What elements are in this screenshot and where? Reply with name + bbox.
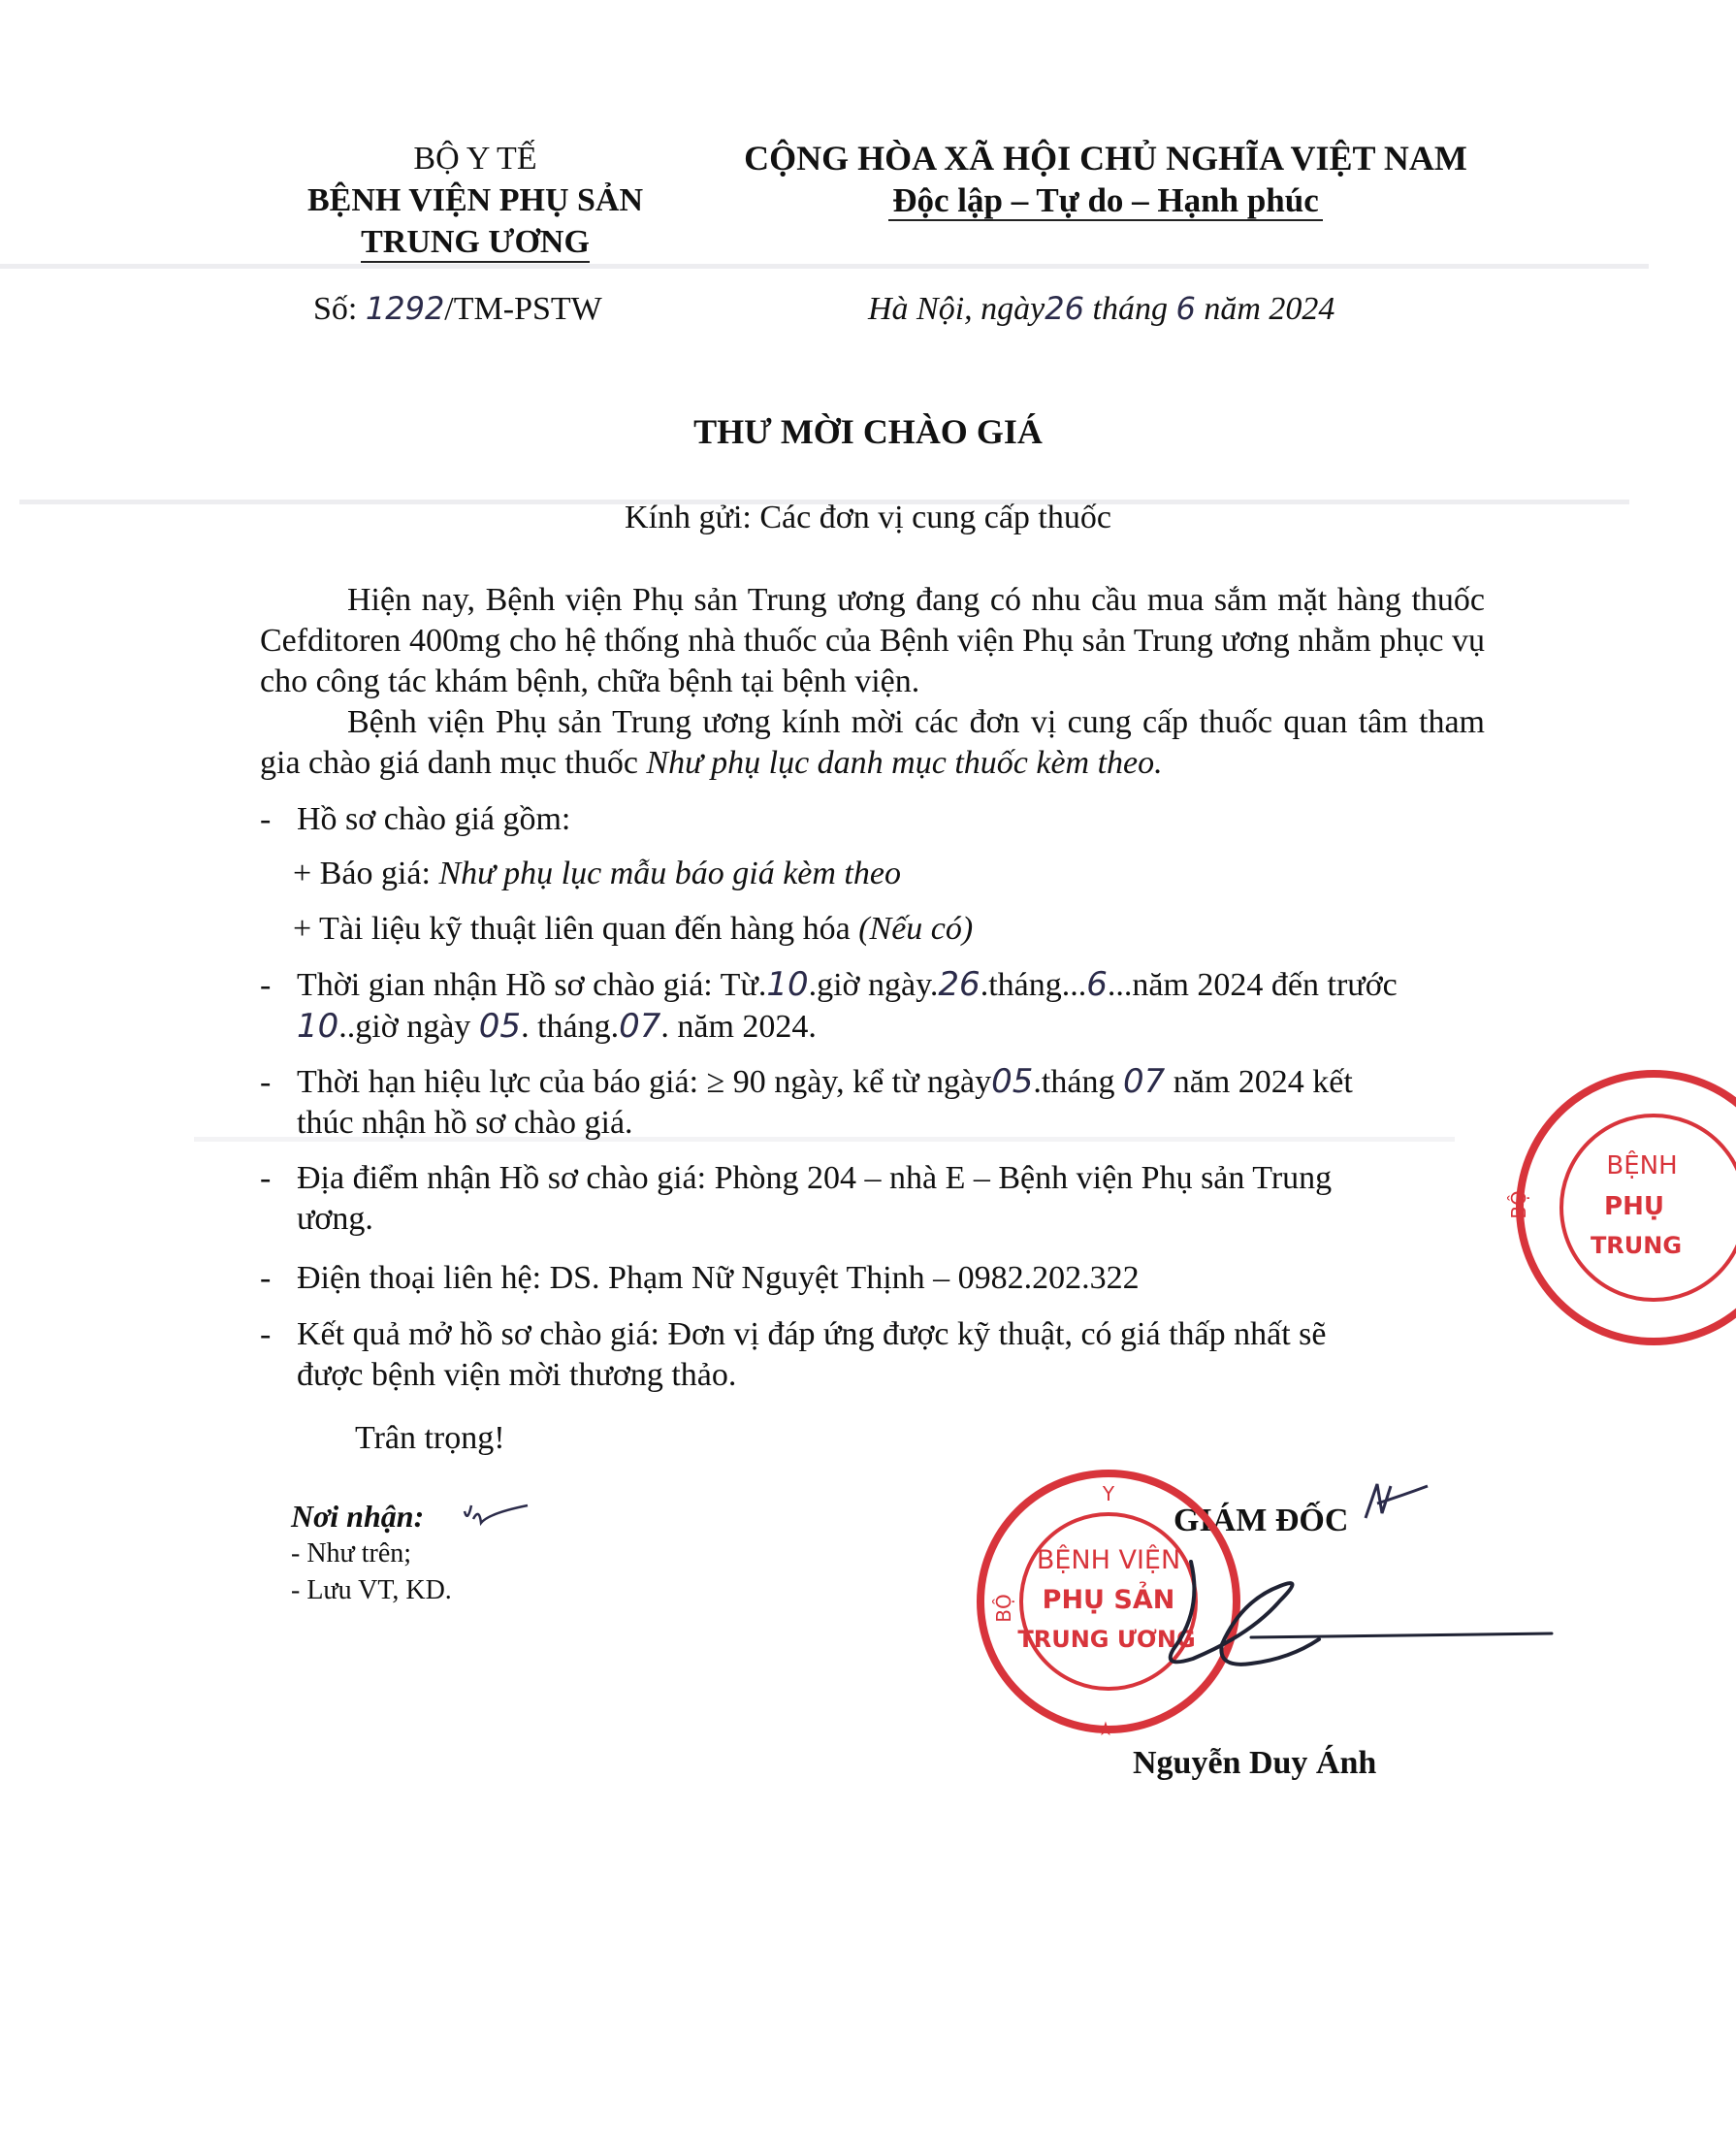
bullet-dossier: - Hồ sơ chào giá gồm: <box>260 801 571 837</box>
edge-stamp <box>1489 1057 1683 1358</box>
time-text: tháng <box>988 967 1062 1003</box>
dossier-text: Hồ sơ chào giá gồm: <box>297 801 571 837</box>
time-hour-1: 10 <box>766 965 809 1004</box>
date-month: 6 <box>1175 290 1196 327</box>
signer-name: Nguyễn Duy Ánh <box>1133 1745 1377 1781</box>
national-header <box>693 138 1518 221</box>
result-line2: được bệnh viện mời thương thảo. <box>297 1357 737 1393</box>
closing-greeting: Trân trọng! <box>355 1420 505 1456</box>
scan-streak <box>0 264 1649 269</box>
time-text: giờ ngày <box>355 1009 471 1045</box>
sub-item-technical <box>293 909 973 950</box>
ministry-name: BỘ Y TẾ <box>413 141 537 177</box>
bullet-phone: - Điện thoại liên hệ: DS. Phạm Nữ Nguyệt Thịnh – 0982.202.322 <box>260 1260 1140 1296</box>
paragraph-intro: Hiện nay, Bệnh viện Phụ sản Trung ương đang có nhu cầu mua sắm mặt hàng thuốc Cefditoren 400mg cho hệ thống nhà thuốc của Bệnh viện Phụ sản Trung ương nhằm phục vụ cho công tác khám bệnh, chữa bệnh tại bệnh viện. <box>260 582 1485 699</box>
quote-label: + Báo giá: <box>293 856 439 891</box>
time-text: giờ ngày <box>817 967 930 1003</box>
date-month-label: tháng <box>1084 291 1176 327</box>
stamp-line3: TRUNG ƯƠNG <box>1017 1626 1196 1653</box>
invitation-italic: Như phụ lục danh mục thuốc kèm theo. <box>646 745 1163 781</box>
tech-label: + Tài liệu kỹ thuật liên quan đến hàng hóa <box>293 911 859 947</box>
stamp-line1: BỆNH VIỆN <box>1036 1545 1181 1575</box>
signer-initial-mark <box>1358 1474 1435 1533</box>
time-month-1: 6 <box>1086 965 1108 1004</box>
recipients-block <box>291 1497 452 1609</box>
initials-mark <box>460 1494 537 1533</box>
time-text: năm 2024. <box>677 1009 817 1045</box>
stamp-top-letter: Y <box>1102 1482 1115 1505</box>
place-line1: Địa điểm nhận Hồ sơ chào giá: Phòng 204 – nhà E – Bệnh viện Phụ sản Trung <box>297 1160 1333 1196</box>
agency-header <box>247 138 703 263</box>
edge-stamp-line3: TRUNG <box>1590 1232 1683 1259</box>
validity-text: Thời hạn hiệu lực của báo giá: ≥ 90 ngày, kể từ ngày <box>297 1064 992 1100</box>
time-text: Thời gian nhận Hồ sơ chào giá: Từ <box>297 967 758 1003</box>
validity-text: tháng <box>1041 1064 1115 1100</box>
bullet-place: - Địa điểm nhận Hồ sơ chào giá: Phòng 204 – nhà E – Bệnh viện Phụ sản Trung ương. <box>260 1158 1485 1240</box>
time-hour-2: 10 <box>297 1007 339 1046</box>
phone-text: Điện thoại liên hệ: DS. Phạm Nữ Nguyệt Thịnh – 0982.202.322 <box>297 1260 1140 1296</box>
time-day-1: 26 <box>938 965 981 1004</box>
hospital-name-line2: TRUNG ƯƠNG <box>361 224 590 263</box>
bullet-result: - Kết quả mở hồ sơ chào giá: Đơn vị đáp ứng được kỹ thuật, có giá thấp nhất sẽ được bệnh viện mời thương thảo. <box>260 1314 1485 1396</box>
edge-stamp-line2: PHỤ <box>1604 1192 1664 1221</box>
validity-text: năm 2024 kết <box>1173 1064 1353 1100</box>
validity-line2: thúc nhận hồ sơ chào giá. <box>297 1105 633 1141</box>
quote-italic: Như phụ lục mẫu báo giá kèm theo <box>438 856 901 891</box>
issue-date <box>868 288 1334 330</box>
date-day: 26 <box>1045 290 1084 327</box>
doc-no-suffix: /TM-PSTW <box>444 291 602 327</box>
validity-month: 07 <box>1122 1062 1166 1101</box>
edge-stamp-side: BỘ <box>1507 1190 1530 1219</box>
bullet-validity: - Thời hạn hiệu lực của báo giá: ≥ 90 ngày, kể từ ngày05.tháng 07 năm 2024 kết thúc nhận hồ sơ chào giá. <box>260 1061 1485 1144</box>
sub-item-quote <box>293 854 901 894</box>
recipient-2: - Lưu VT, KD. <box>291 1575 452 1605</box>
time-text: năm 2024 đến trước <box>1132 967 1398 1003</box>
handwritten-signature <box>1135 1533 1571 1707</box>
document-number <box>313 288 602 330</box>
edge-stamp-line1: BỆNH <box>1606 1151 1678 1180</box>
document-title: THƯ MỜI CHÀO GIÁ <box>693 412 1043 451</box>
place-line2: ương. <box>297 1201 373 1237</box>
recipients-label: Nơi nhận: <box>291 1499 425 1534</box>
time-text: tháng <box>537 1009 611 1045</box>
hospital-name-line1: BỆNH VIỆN PHỤ SẢN <box>306 182 644 218</box>
validity-day: 05 <box>991 1062 1034 1101</box>
paragraph-invitation <box>260 702 1485 784</box>
stamp-line2: PHỤ SẢN <box>1042 1585 1175 1615</box>
doc-no-handwritten: 1292 <box>365 290 445 327</box>
recipient-1: - Như trên; <box>291 1538 412 1568</box>
stamp-star: ★ <box>1097 1719 1114 1740</box>
invitation-text: Bệnh viện Phụ sản Trung ương kính mời các đơn vị cung cấp thuốc quan tâm tham gia chào giá danh mục thuốc <box>260 704 1485 781</box>
date-prefix: Hà Nội, ngày <box>868 291 1045 327</box>
recipient-line: Kính gửi: Các đơn vị cung cấp thuốc <box>625 500 1111 535</box>
stamp-side-text: BỘ <box>992 1594 1015 1623</box>
doc-no-label: Số: <box>313 291 366 327</box>
time-day-2: 05 <box>478 1007 522 1046</box>
result-line1: Kết quả mở hồ sơ chào giá: Đơn vị đáp ứng được kỹ thuật, có giá thấp nhất sẽ <box>297 1316 1327 1352</box>
date-year: năm 2024 <box>1195 291 1335 327</box>
bullet-receiving-time: - Thời gian nhận Hồ sơ chào giá: Từ.10.giờ ngày.26.tháng...6...năm 2024 đến trước 10..giờ ngày 05. tháng.07. năm 2024. <box>260 965 1398 1046</box>
national-motto: Độc lập – Tự do – Hạnh phúc <box>888 182 1323 221</box>
country-name: CỘNG HÒA XÃ HỘI CHỦ NGHĨA VIỆT NAM <box>744 139 1467 178</box>
tech-italic: (Nếu có) <box>858 911 974 947</box>
signer-title: GIÁM ĐỐC <box>1173 1503 1349 1538</box>
time-month-2: 07 <box>619 1007 661 1046</box>
